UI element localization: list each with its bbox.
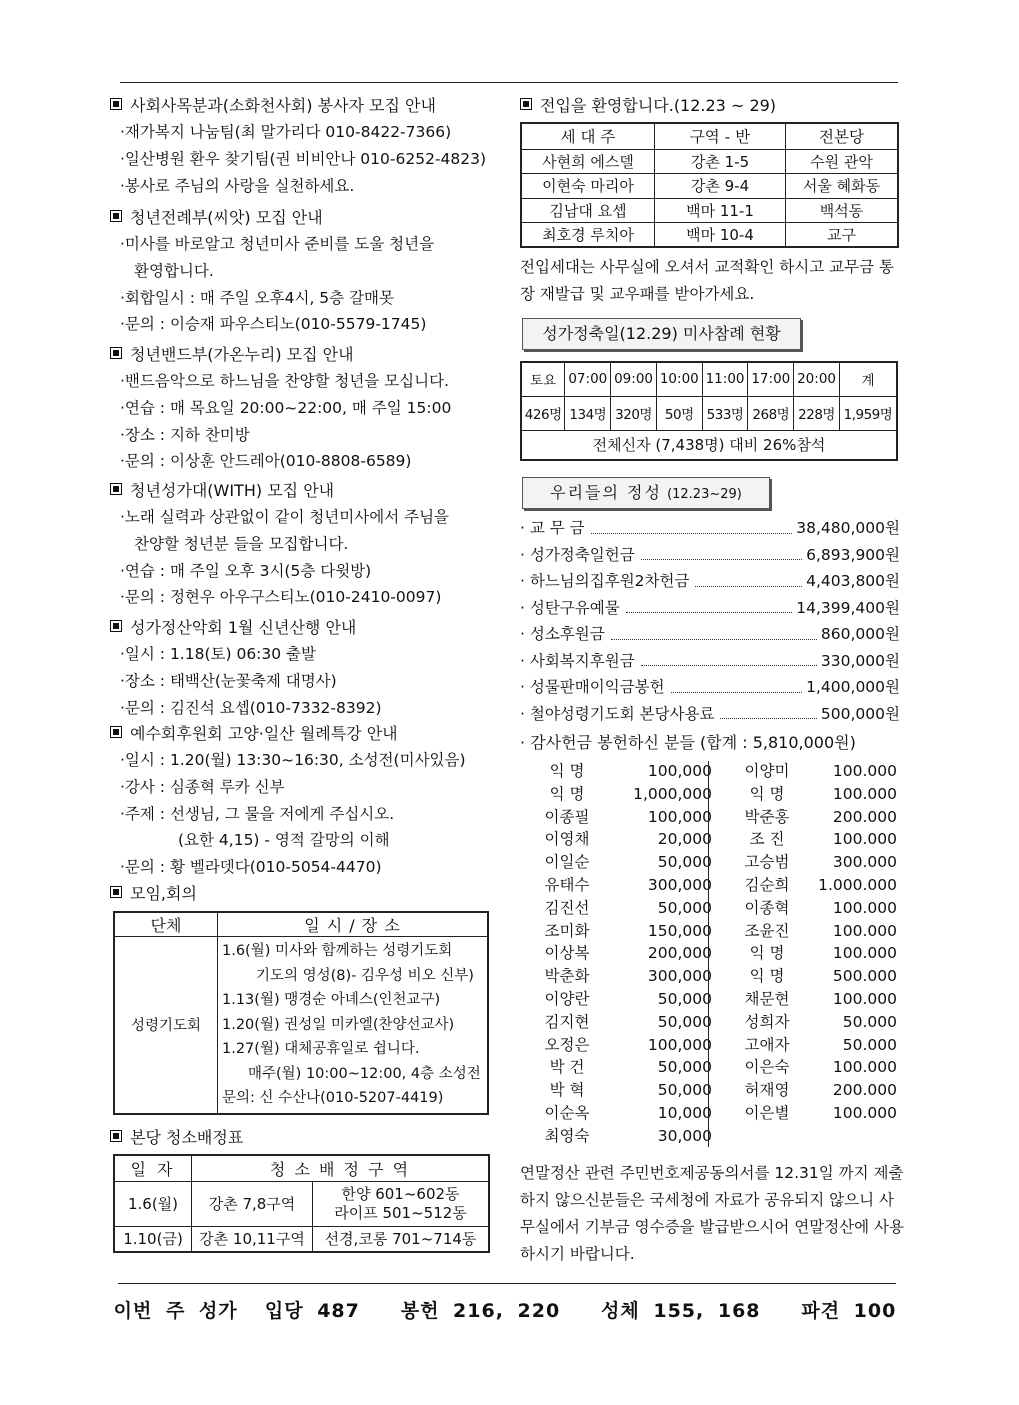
square-bullet-icon — [110, 483, 122, 495]
donor-row — [522, 988, 900, 1011]
donor-row — [522, 1125, 900, 1148]
donor-amount: 100.000 — [832, 762, 897, 780]
attendance-value: 268명 — [748, 396, 794, 430]
notice-section — [110, 721, 500, 881]
notice-line: ·장소 : 지하 찬미방 — [120, 425, 250, 444]
donor-amount: 100.000 — [832, 989, 897, 1008]
meeting-line: 1.13(월) 맹경순 아녜스(인천교구) — [222, 992, 441, 1008]
cleaning-area: 강촌 10,11구역 — [192, 1226, 313, 1252]
donor-name: 이종필 — [544, 807, 590, 826]
donor-amount: 100.000 — [832, 1058, 897, 1077]
donor-name: 조미화 — [544, 921, 590, 940]
notice-line: ·문의 : 정현우 아우구스티노(010-2410-0097) — [120, 588, 442, 607]
dot-leader — [695, 568, 802, 587]
footer-stats: 이번 주 성가 입당 487 봉헌 216, 220 성체 155, 168 파견 100 — [113, 1300, 897, 1322]
welcome-cell: 백마 10-4 — [655, 223, 786, 248]
attendance-value: 50명 — [656, 396, 702, 430]
notice-line: 환영합니다. — [134, 261, 214, 280]
donor-name: 유태수 — [544, 875, 590, 894]
cleaning-heading — [110, 1125, 500, 1151]
donor-amount: 20,000 — [657, 830, 712, 849]
offering-row — [520, 515, 900, 542]
donor-name: 익 명 — [749, 784, 785, 803]
donor-row — [522, 942, 900, 965]
offering-row — [520, 542, 900, 569]
donor-name: 고승범 — [744, 853, 790, 872]
welcome-row — [521, 223, 898, 248]
attendance-value: 320명 — [611, 396, 657, 430]
cleaning-date: 1.6(월) — [114, 1181, 192, 1226]
donor-name: 이상복 — [544, 944, 590, 963]
welcome-cell: 이현숙 마리아 — [521, 174, 655, 199]
welcome-row — [521, 198, 898, 223]
donor-name: 이일순 — [544, 853, 590, 872]
offering-row — [520, 621, 900, 648]
notice-section — [110, 342, 500, 475]
dot-leader — [720, 701, 816, 720]
offering-amount: 4,403,800원 — [806, 572, 900, 590]
notice-line: ·문의 : 황 벨라뎃다(010-5054-4470) — [120, 858, 382, 877]
welcome-cell: 수원 관악 — [786, 149, 899, 174]
meeting-line: 기도의 영성(8)- 김우성 비오 신부) — [256, 967, 474, 984]
cleaning-title: 본당 청소배정표 — [130, 1128, 244, 1147]
square-bullet-icon — [110, 98, 122, 110]
donor-row — [522, 920, 900, 943]
notice-line: ·봉사로 주님의 사랑을 실천하세요. — [120, 176, 355, 195]
donor-name: 익 명 — [749, 967, 785, 986]
donor-name: 성희자 — [744, 1012, 790, 1031]
donor-amount: 100.000 — [832, 1103, 897, 1122]
offering-row — [520, 595, 900, 622]
welcome-rows — [521, 149, 898, 247]
notice-line: ·주제 : 선생님, 그 물을 저에게 주십시오. — [120, 804, 395, 823]
cleaning-detail: 선경,코롱 701~714동 — [313, 1226, 490, 1252]
donor-amount: 100.000 — [832, 921, 897, 940]
offering-label: · 성탄구유예물 — [520, 598, 620, 617]
donor-name: 익 명 — [749, 944, 785, 963]
donor-name: 박준홍 — [744, 807, 790, 826]
meeting-line: 1.20(월) 권성일 미카엘(찬양선교사) — [222, 1016, 455, 1033]
notice-section — [110, 93, 500, 199]
notice-line: ·일시 : 1.18(토) 06:30 출발 — [120, 645, 316, 663]
notice-title: 예수회후원회 고양·일산 월례특강 안내 — [130, 724, 398, 743]
welcome-header: 구역 - 반 — [655, 123, 786, 149]
attendance-header: 10:00 — [656, 362, 702, 396]
dot-leader — [671, 674, 803, 693]
donor-row — [522, 1034, 900, 1057]
square-bullet-icon — [110, 210, 122, 222]
dot-leader — [641, 648, 817, 667]
welcome-cell: 최호경 루치아 — [521, 223, 655, 248]
donor-name: 조 진 — [749, 830, 785, 849]
donor-name: 이양미 — [744, 762, 790, 780]
donor-name: 익 명 — [549, 784, 585, 803]
welcome-cell: 강촌 1-5 — [655, 149, 786, 174]
donor-row — [522, 874, 900, 897]
donor-name: 박 건 — [549, 1058, 585, 1077]
donor-name: 고애자 — [744, 1035, 790, 1054]
cleaning-detail: 한양 601~602동 라이프 501~512동 — [313, 1181, 490, 1226]
donor-row — [522, 783, 900, 806]
attendance-value: 426명 — [521, 396, 565, 430]
offering-label: · 철야성령기도회 본당사용료 — [520, 704, 715, 723]
notice-title: 모임,회의 — [130, 884, 197, 903]
notice-line: ·강사 : 심종혁 루카 신부 — [120, 777, 285, 796]
donor-amount: 50,000 — [657, 1081, 712, 1100]
notice-section — [110, 615, 500, 721]
notice-line: ·밴드음악으로 하느님을 찬양할 청년을 모십니다. — [120, 372, 450, 390]
donor-amount: 200.000 — [832, 807, 897, 826]
offering-amount: 860,000원 — [820, 625, 900, 643]
donor-name: 허재영 — [744, 1081, 790, 1100]
meeting-schedule-cell — [218, 937, 489, 1114]
donor-name: 조윤진 — [744, 921, 790, 940]
notice-line: ·문의 : 김진석 요셉(010-7332-8392) — [120, 698, 382, 717]
notice-section — [110, 881, 500, 907]
donor-amount: 50,000 — [657, 898, 712, 917]
welcome-heading — [520, 93, 776, 119]
donor-list — [522, 760, 900, 1148]
square-bullet-icon — [110, 620, 122, 632]
donor-name: 이순옥 — [544, 1103, 590, 1122]
donor-name: 김순희 — [744, 875, 790, 894]
notice-heading — [110, 205, 500, 231]
donor-name: 박 혁 — [549, 1081, 585, 1100]
notice-line: ·문의 : 이상훈 안드레아(010-8808-6589) — [120, 452, 412, 471]
donor-amount: 200.000 — [832, 1081, 897, 1100]
donor-amount: 50,000 — [657, 989, 712, 1008]
donor-name: 이은별 — [744, 1103, 790, 1122]
thanks-title: · 감사헌금 봉헌하신 분들 (합계 : 5,810,000원) — [520, 733, 856, 752]
offering-row — [520, 674, 900, 701]
welcome-table — [520, 122, 899, 248]
notice-section — [110, 478, 500, 611]
offering-label: · 사회복지후원금 — [520, 651, 635, 670]
donor-name: 박춘화 — [544, 967, 590, 986]
donor-amount: 100,000 — [647, 1035, 712, 1054]
donor-name: 오정은 — [544, 1035, 590, 1054]
dot-leader — [611, 621, 817, 640]
donor-row — [522, 851, 900, 874]
offerings-title: 우리들의 정성 — [550, 483, 662, 502]
donor-amount: 100.000 — [832, 784, 897, 803]
square-bullet-icon — [520, 98, 532, 110]
offering-amount: 6,893,900원 — [806, 545, 900, 564]
offering-amount: 330,000원 — [820, 651, 900, 670]
cleaning-header-date: 일 자 — [114, 1155, 192, 1181]
notice-line: ·장소 : 태백산(눈꽃축제 대명사) — [120, 671, 337, 690]
meeting-group: 성령기도회 — [114, 937, 218, 1114]
offerings-list — [520, 515, 900, 727]
donor-amount: 100,000 — [647, 807, 712, 826]
attendance-value: 1,959명 — [839, 396, 897, 430]
donor-amount: 100.000 — [832, 944, 897, 963]
offering-amount: 14,399,400원 — [796, 598, 900, 617]
cleaning-header-area: 청 소 배 정 구 역 — [192, 1155, 490, 1181]
donor-amount: 10,000 — [657, 1103, 712, 1122]
donor-amount: 150,000 — [647, 921, 712, 940]
donor-amount: 50,000 — [657, 1058, 712, 1077]
offering-label: · 성소후원금 — [520, 625, 605, 643]
square-bullet-icon — [110, 726, 122, 738]
notice-title: 청년성가대(WITH) 모집 안내 — [130, 481, 335, 500]
donor-row — [522, 1056, 900, 1079]
welcome-cell: 강촌 9-4 — [655, 174, 786, 199]
meeting-line: 문의: 신 수산나(010-5207-4419) — [222, 1090, 444, 1106]
offering-row — [520, 568, 900, 595]
donor-row — [522, 806, 900, 829]
meeting-header-group: 단체 — [114, 912, 218, 937]
attendance-header: 20:00 — [794, 362, 840, 396]
cleaning-area: 강촌 7,8구역 — [192, 1181, 313, 1226]
attendance-header: 토요 — [521, 362, 565, 396]
welcome-cell: 사현희 에스델 — [521, 149, 655, 174]
donor-amount: 100.000 — [832, 830, 897, 849]
notice-heading — [110, 881, 500, 907]
top-divider — [120, 82, 898, 83]
donor-row — [522, 965, 900, 988]
cleaning-date: 1.10(금) — [114, 1226, 192, 1252]
offering-label: · 교 무 금 — [520, 519, 585, 537]
welcome-title: 전입을 환영합니다.(12.23 ~ 29) — [540, 96, 777, 115]
attendance-header: 11:00 — [702, 362, 748, 396]
square-bullet-icon — [110, 886, 122, 898]
donor-row — [522, 897, 900, 920]
notice-section — [110, 205, 500, 338]
notice-heading — [110, 721, 500, 747]
donor-row — [522, 760, 900, 783]
donor-amount: 50,000 — [657, 853, 712, 872]
attendance-value: 533명 — [702, 396, 748, 430]
donor-name: 김지현 — [544, 1012, 590, 1031]
donor-amount: 200,000 — [647, 944, 712, 963]
notice-title: 청년전례부(씨앗) 모집 안내 — [130, 208, 323, 227]
notice-line: 찬양할 청년분 들을 모집합니다. — [134, 534, 349, 553]
donor-divider — [708, 761, 709, 1147]
square-bullet-icon — [110, 347, 122, 359]
welcome-header: 세 대 주 — [521, 123, 655, 149]
notice-title: 청년밴드부(가온누리) 모집 안내 — [130, 345, 354, 364]
attendance-header: 09:00 — [611, 362, 657, 396]
notice-heading — [110, 615, 500, 641]
donor-amount: 300,000 — [647, 967, 712, 986]
notice-line: ·연습 : 매 목요일 20:00~22:00, 매 주일 15:00 — [120, 398, 452, 417]
welcome-row — [521, 149, 898, 174]
attendance-value: 228명 — [794, 396, 840, 430]
notice-line: ·일산병원 환우 찾기팀(권 비비안나 010-6252-4823) — [120, 149, 487, 168]
meeting-line: 1.6(월) 미사와 함께하는 성령기도회 — [222, 943, 453, 959]
offerings-title-box — [522, 477, 770, 509]
cleaning-table — [113, 1154, 490, 1253]
bottom-divider — [118, 1283, 896, 1284]
donor-amount: 50.000 — [842, 1012, 897, 1031]
attendance-header: 17:00 — [748, 362, 794, 396]
notice-heading — [110, 93, 500, 119]
donor-name: 익 명 — [549, 762, 585, 780]
offering-row — [520, 648, 900, 675]
notice-line: ·노래 실력과 상관없이 같이 청년미사에서 주님을 — [120, 508, 450, 526]
meeting-table — [113, 911, 489, 1115]
donor-row — [522, 1102, 900, 1125]
donor-amount: 1,000,000 — [633, 784, 712, 803]
donor-amount: 300,000 — [647, 875, 712, 894]
attendance-header-row — [521, 362, 897, 396]
welcome-header: 전본당 — [786, 123, 899, 149]
donor-row — [522, 1011, 900, 1034]
donor-amount: 100.000 — [832, 898, 897, 917]
attendance-value: 134명 — [565, 396, 611, 430]
welcome-cell: 교구 — [786, 223, 899, 248]
donor-name: 최영숙 — [544, 1126, 590, 1145]
donor-name: 이양란 — [544, 989, 590, 1008]
notice-heading — [110, 478, 500, 504]
notice-line: ·연습 : 매 주일 오후 3시(5층 다윗방) — [120, 561, 372, 580]
dot-leader — [626, 595, 793, 614]
attendance-values-row — [521, 396, 897, 430]
attendance-header: 계 — [839, 362, 897, 396]
donor-name: 채문현 — [744, 989, 790, 1008]
notice-line: ·일시 : 1.20(월) 13:30~16:30, 소성전(미사있음) — [120, 751, 466, 769]
dot-leader — [591, 515, 793, 534]
donor-amount: 100,000 — [647, 762, 712, 780]
offering-label: · 성가정축일헌금 — [520, 545, 635, 564]
donor-amount: 500.000 — [832, 967, 897, 986]
attendance-summary: 전체신자 (7,438명) 대비 26%참석 — [521, 430, 897, 460]
welcome-cell: 서울 혜화동 — [786, 174, 899, 199]
donor-name: 이영채 — [544, 830, 590, 849]
attendance-title: 성가정축일(12.29) 미사참례 현황 — [522, 318, 801, 350]
donor-amount: 300.000 — [832, 853, 897, 872]
dot-leader — [641, 542, 802, 561]
welcome-note: 전입세대는 사무실에 오셔서 교적확인 하시고 교무금 통장 재발급 및 교우패를 받아가세요. — [520, 258, 894, 303]
meeting-header-schedule: 일 시 / 장 소 — [218, 912, 489, 937]
offering-label: · 하느님의집후원2차헌금 — [520, 572, 690, 590]
tax-note: 연말정산 관련 주민번호제공동의서를 12.31일 까지 제출하지 않으신분들은 국세청에 자료가 공유되지 않으니 사무실에서 기부금 영수증을 발급받으시어 연말정산에 사용하시기 바랍니다. — [520, 1164, 904, 1263]
donor-amount: 50,000 — [657, 1012, 712, 1031]
donor-amount: 30,000 — [657, 1126, 712, 1145]
notice-line: ·재가복지 나눔팀(최 말가리다 010-8422-7366) — [120, 123, 452, 141]
notice-heading — [110, 342, 500, 368]
notice-line: (요한 4,15) - 영적 갈망의 이해 — [178, 831, 390, 850]
meeting-line: 1.27(월) 대체공휴일로 쉽니다. — [222, 1041, 420, 1057]
welcome-cell: 백석동 — [786, 198, 899, 223]
welcome-cell: 백마 11-1 — [655, 198, 786, 223]
donor-amount: 50.000 — [842, 1035, 897, 1054]
attendance-header: 07:00 — [565, 362, 611, 396]
offering-row — [520, 701, 900, 728]
donor-name: 이은숙 — [744, 1058, 790, 1077]
welcome-row — [521, 174, 898, 199]
notice-title: 성가정산악회 1월 신년산행 안내 — [130, 618, 357, 637]
notice-line: ·미사를 바로알고 청년미사 준비를 도울 청년을 — [120, 235, 435, 253]
donor-name: 이종혁 — [744, 898, 790, 917]
notice-line: ·문의 : 이승재 파우스티노(010-5579-1745) — [120, 315, 427, 334]
offering-label: · 성물판매이익금봉헌 — [520, 678, 665, 696]
meeting-lines — [222, 939, 487, 1111]
offering-amount: 500,000원 — [820, 704, 900, 723]
welcome-cell: 김남대 요셉 — [521, 198, 655, 223]
attendance-table — [520, 361, 898, 461]
donor-row — [522, 828, 900, 851]
offerings-period: (12.23~29) — [667, 487, 742, 502]
meeting-line: 매주(월) 10:00~12:00, 4층 소성전 — [248, 1065, 481, 1082]
offering-amount: 1,400,000원 — [806, 678, 900, 696]
donor-amount: 1.000.000 — [818, 875, 897, 894]
donor-row — [522, 1079, 900, 1102]
square-bullet-icon — [110, 1130, 122, 1142]
donor-name: 김진선 — [544, 898, 590, 917]
offering-amount: 38,480,000원 — [796, 519, 900, 537]
notice-title: 사회사목분과(소화천사회) 봉사자 모집 안내 — [130, 96, 436, 115]
notice-line: ·회합일시 : 매 주일 오후4시, 5층 갈매못 — [120, 288, 394, 307]
